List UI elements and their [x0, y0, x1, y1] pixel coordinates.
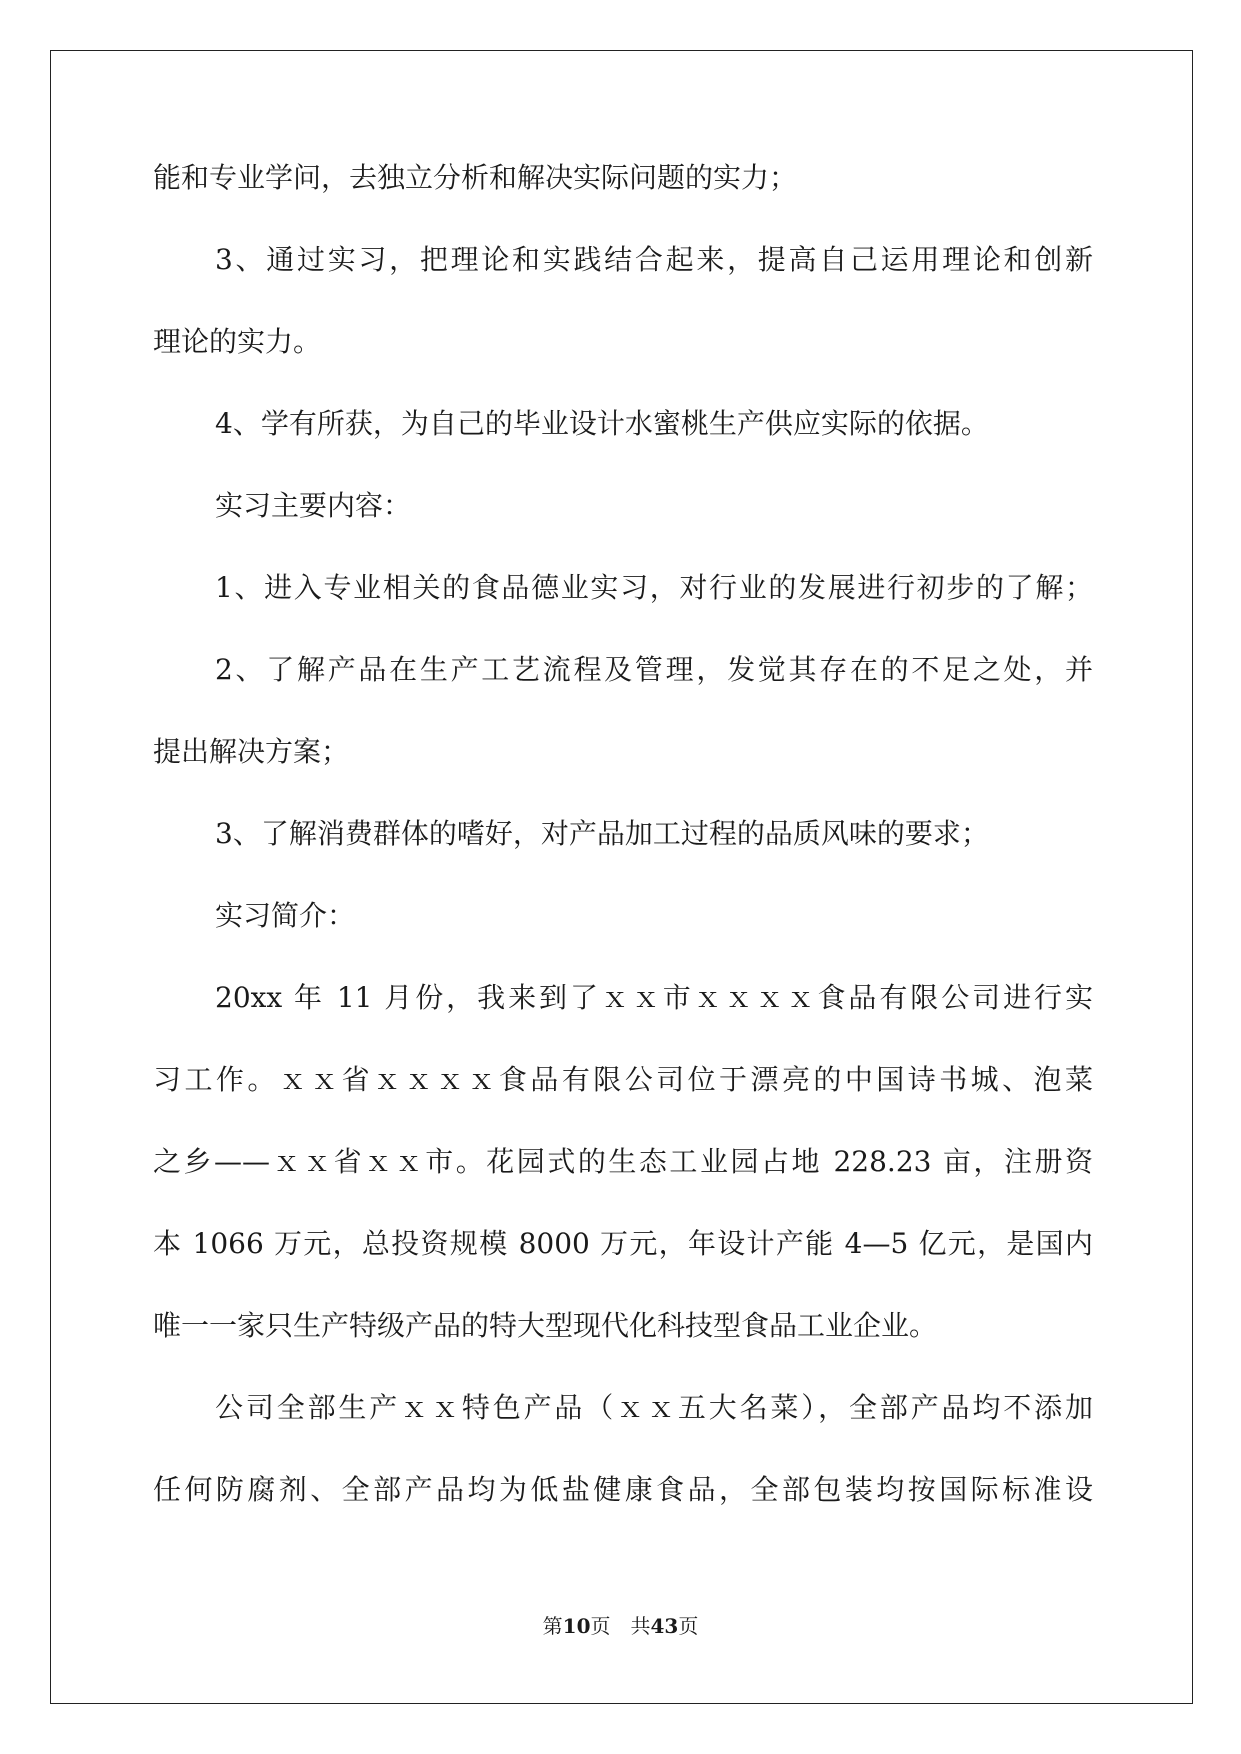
current-page-number: 10: [562, 1614, 591, 1638]
text-line: 公司全部生产ｘｘ特色产品（ｘｘ五大名菜），全部产品均不添加: [215, 1391, 1093, 1424]
text-line: 实习简介：: [215, 899, 356, 932]
total-page-count: 43: [650, 1614, 679, 1638]
text-line: 任何防腐剂、全部产品均为低盐健康食品，全部包装均按国际标准设: [153, 1473, 1093, 1506]
text-line: 理论的实力。: [153, 325, 322, 358]
footer-page-suffix: 页: [590, 1614, 611, 1638]
footer-total-suffix: 页: [678, 1614, 699, 1638]
text-line: 3、了解消费群体的嗜好，对产品加工过程的品质风味的要求；: [215, 817, 989, 850]
text-line: 提出解决方案；: [153, 735, 350, 768]
text-line: 本 1066 万元，总投资规模 8000 万元，年设计产能 4—5 亿元，是国内: [153, 1227, 1093, 1260]
text-line: 唯一一家只生产特级产品的特大型现代化科技型食品工业企业。: [153, 1309, 938, 1342]
text-line: 实习主要内容：: [215, 489, 412, 522]
text-line: 3、通过实习，把理论和实践结合起来，提高自己运用理论和创新: [215, 243, 1093, 276]
text-line: 20xx 年 11 月份，我来到了ｘｘ市ｘｘｘｘ食品有限公司进行实: [215, 981, 1093, 1014]
text-line: 之乡——ｘｘ省ｘｘ市。花园式的生态工业园占地 228.23 亩，注册资: [153, 1145, 1093, 1178]
text-line: 1、进入专业相关的食品德业实习，对行业的发展进行初步的了解；: [215, 571, 1093, 604]
footer-total-prefix: 共: [630, 1614, 651, 1638]
text-line: 4、学有所获，为自己的毕业设计水蜜桃生产供应实际的依据。: [215, 407, 989, 440]
document-body: [153, 162, 1093, 1556]
text-line: 能和专业学问，去独立分析和解决实际问题的实力；: [153, 161, 798, 194]
page-footer: [0, 1610, 1241, 1639]
text-line: 习工作。ｘｘ省ｘｘｘｘ食品有限公司位于漂亮的中国诗书城、泡菜: [153, 1063, 1093, 1096]
footer-prefix: 第: [542, 1614, 563, 1638]
text-line: 2、了解产品在生产工艺流程及管理，发觉其存在的不足之处，并: [215, 653, 1093, 686]
